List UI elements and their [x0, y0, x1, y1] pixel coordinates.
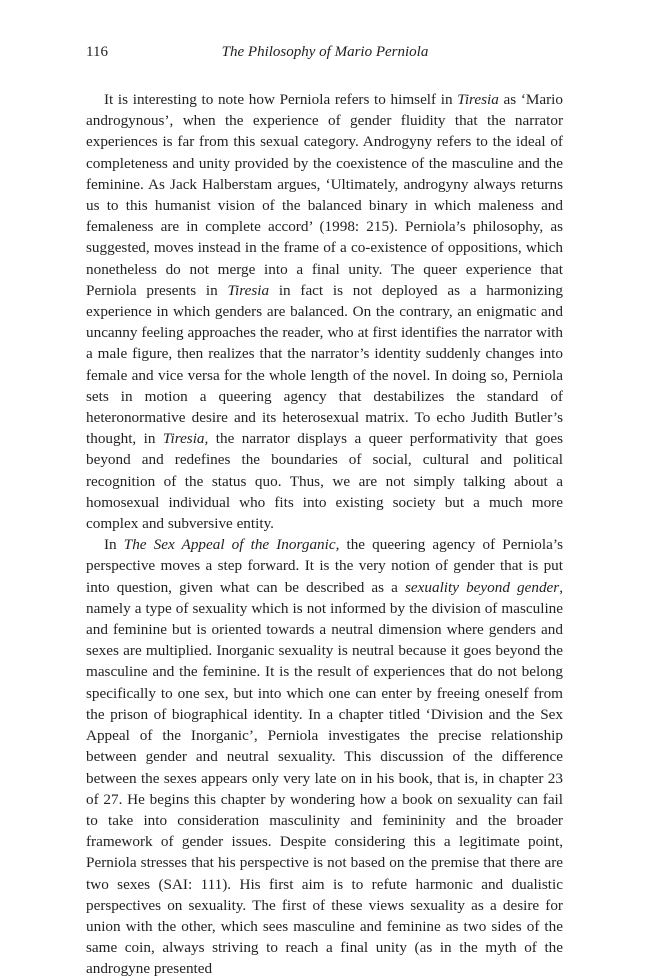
paragraph-text: the queering agency of Perniola’s perspective moves a step forward. It is the very notion of gender that is put into question, given what can be described as a [86, 536, 563, 596]
running-head-title: The Philosophy of Mario Perniola [221, 44, 429, 60]
italic-title-tiresia: Tiresia, [162, 430, 209, 448]
paragraph-text: in fact is not deployed as a harmonizing experience in which genders are balanced. On the contrary, an enigmatic and uncanny feeling approaches the reader, who at first identifies the narrator with a male figure, then realizes that the narrator’s identity suddenly changes into female and vice versa for the whole length of the novel. In doing so, Perniola sets in motion a queering agency that destabilizes the standard of heteronormative desire and its heterosexual matrix. To echo Judith Butler’s thought, in [86, 281, 563, 448]
paragraph-text: , namely a type of sexuality which is not informed by the division of masculine and feminine but is oriented towards a neutral dimension where genders and sexes are multiplied. Inorganic sexuality is neutral because it goes beyond the masculine and the feminine. It is the result of experiences that do not belong specifically to one sex, but into which one can enter by freeing oneself from the prison of biographical identity. In a chapter titled ‘Division and the Sex Appeal of the Inorganic’, Perniola investigates the precise relationship between gender and neutral sexuality. This discussion of the difference between the sexes appears only very late on in his book, that is, in chapter 23 of 27. He begins this chapter by wondering how a book on sexuality can fail to take into consideration masculinity and femininity and the broader framework of gender issues. Despite considering this a legitimate point, Perniola stresses that his perspective is not based on the premise that there are two sexes (SAI: 111). His first aim is to refute harmonic and dualistic perspectives on sexuality. The first of these views sexuality as a desire for union with the other, which sees masculine and feminine as two sides of the same coin, always striving to reach a final unity (as in the myth of the androgyne presented [86, 578, 563, 978]
page-header [86, 44, 564, 66]
body-text [86, 89, 563, 980]
page-number: 116 [86, 44, 108, 60]
italic-title-tiresia: Tiresia [227, 281, 270, 299]
paragraph-text: the narrator displays a queer performativity that goes beyond and redefines the boundaries of social, cultural and political recognition of the status quo. Thus, we are not simply talking about a homosexual individual who fits into existing society but a much more complex and subversive entity. [86, 430, 563, 533]
italic-book-title: The Sex Appeal of the Inorganic, [123, 536, 340, 554]
paragraph-1 [86, 89, 563, 534]
paragraph-text: as ‘Mario androgynous’, when the experience of gender fluidity that the narrator experiences is far from this sexual category. Androgyny refers to the ideal of completeness and unity provided by the coexistence of the masculine and the feminine. As Jack Halberstam argues, ‘Ultimately, androgyny always returns us to this humanist vision of the balanced binary in which maleness and femaleness are in complete accord’ (1998: 215). Perniola’s philosophy, as suggested, moves instead in the frame of a co-existence of oppositions, which nonetheless do not merge into a final unity. The queer experience that Perniola presents in [86, 91, 563, 299]
italic-title-tiresia: Tiresia [457, 91, 499, 108]
italic-emphasis: sexuality beyond gender [405, 578, 560, 596]
paragraph-text: It is interesting to note how Perniola refers to himself in [104, 91, 458, 108]
paragraph-2 [86, 534, 563, 979]
paragraph-text: In [104, 536, 124, 554]
